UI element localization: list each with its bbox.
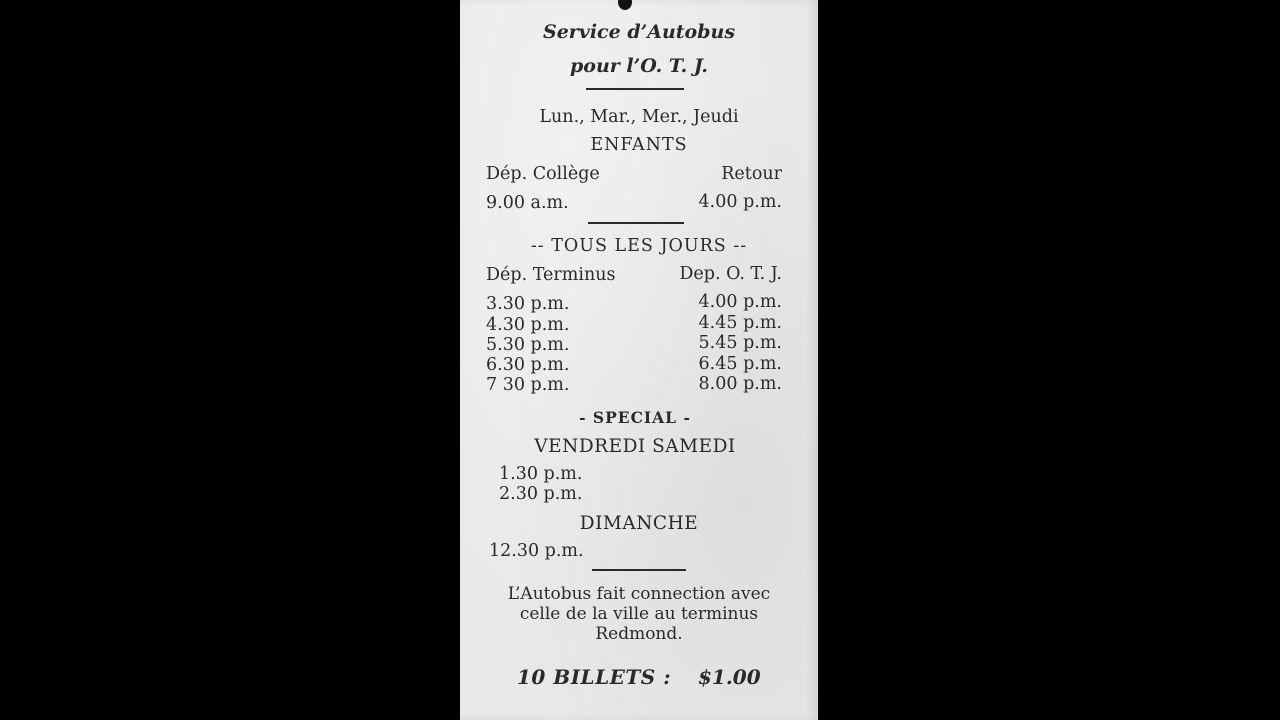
return-time: 4.00 p.m. [698,192,782,212]
weekday-list: Lun., Mar., Mer., Jeudi [539,107,739,127]
connection-note-3: Redmond. [595,624,683,644]
terminus-time: 3.30 p.m. [486,294,570,314]
otj-time: 4.00 p.m. [698,292,782,312]
terminus-time: 4.30 p.m. [486,315,570,335]
divider-1 [586,88,684,90]
terminus-time: 7 30 p.m. [486,375,570,395]
bus-schedule-card [460,0,818,720]
special-time: 2.30 p.m. [499,484,583,504]
special-title: - SPECIAL - [579,408,691,427]
otj-departure-header: Dep. O. T. J. [679,264,782,284]
college-departure-header: Dép. Collège [486,164,600,184]
punch-hole [618,0,632,10]
otj-time: 4.45 p.m. [698,313,782,333]
ticket-count-label: 10 BILLETS : [517,665,672,689]
terminus-departure-header: Dép. Terminus [486,265,616,285]
divider-3 [592,569,686,571]
otj-time: 5.45 p.m. [698,333,782,353]
sunday-time: 12.30 p.m. [489,541,584,561]
divider-2 [588,222,684,224]
connection-note-2: celle de la ville au terminus [519,604,759,624]
connection-note-1: L’Autobus fait connection avec [507,584,771,604]
otj-time: 8.00 p.m. [698,374,782,394]
title-line-2: pour l’O. T. J. [570,55,708,77]
friday-saturday-label: VENDREDI SAMEDI [534,436,736,457]
college-departure-time: 9.00 a.m. [486,193,569,213]
group-label: ENFANTS [590,135,688,155]
terminus-time: 6.30 p.m. [486,355,570,375]
title-line-1: Service d’Autobus [542,21,736,43]
otj-time: 6.45 p.m. [698,354,782,374]
terminus-time: 5.30 p.m. [486,335,570,355]
daily-title: -- TOUS LES JOURS -- [530,236,748,256]
ticket-price: $1.00 [698,665,761,689]
return-header: Retour [721,164,782,184]
sunday-label: DIMANCHE [579,513,699,534]
special-time: 1.30 p.m. [499,464,583,484]
